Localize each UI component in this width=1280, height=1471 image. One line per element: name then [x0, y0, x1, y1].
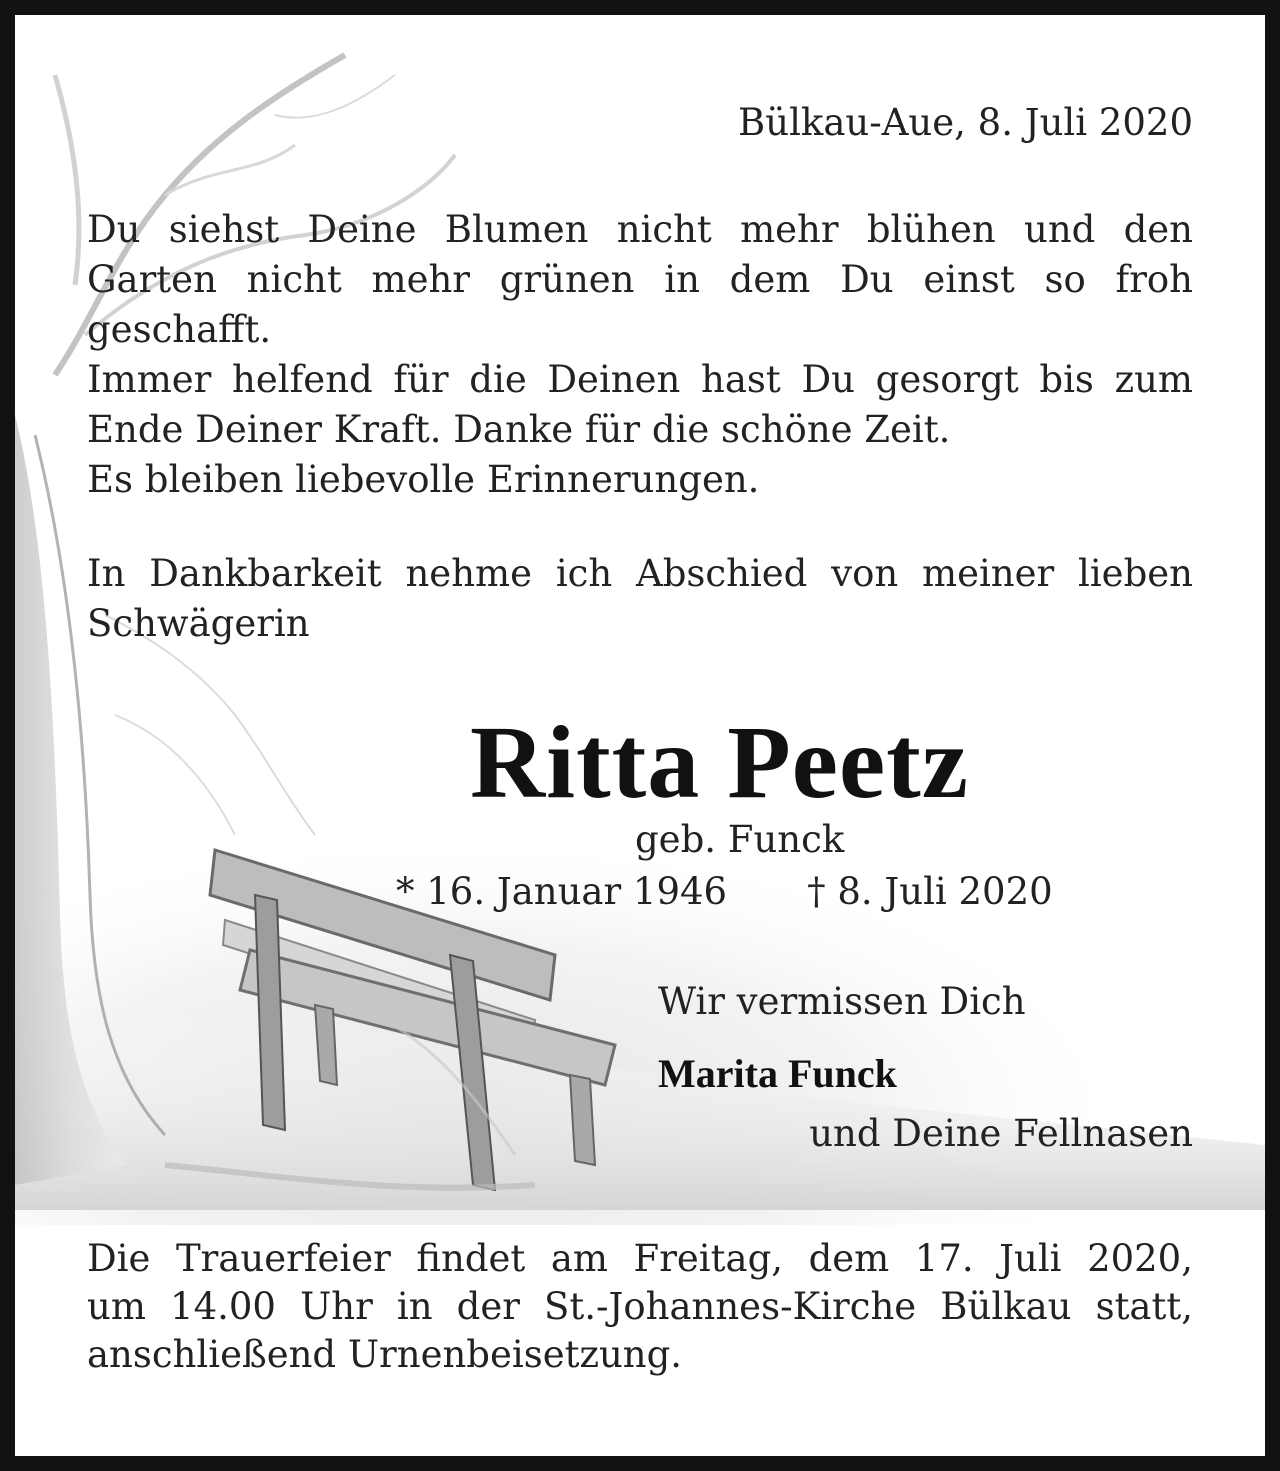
verse-line: Es bleiben liebevolle Erinnerungen.	[87, 458, 760, 501]
deceased-name: Ritta Peetz	[470, 705, 969, 820]
verse-line: Immer helfend für die Deinen hast Du gesorgt bis zum	[87, 358, 1193, 401]
ceremony-line: Die Trauerfeier findet am Freitag, dem 17. Juli 2020,	[87, 1237, 1193, 1280]
place-date: Bülkau-Aue, 8. Juli 2020	[738, 101, 1193, 144]
verse-line: Ende Deiner Kraft. Danke für die schöne Zeit.	[87, 408, 951, 451]
verse-line: Garten nicht mehr grünen in dem Du einst so froh	[87, 258, 1193, 301]
ceremony-line: anschließend Urnenbeisetzung.	[87, 1333, 683, 1376]
intro-line: Schwägerin	[87, 602, 310, 645]
birth-date: * 16. Januar 1946	[396, 870, 728, 913]
miss-you-text: Wir vermissen Dich	[658, 980, 1026, 1023]
signer-name: Marita Funck	[658, 1051, 897, 1096]
farewell-intro	[87, 549, 1193, 649]
ceremony-info	[87, 1235, 1193, 1379]
maiden-name: geb. Funck	[635, 818, 845, 861]
ceremony-line: um 14.00 Uhr in der St.-Johannes-Kirche Bülkau statt,	[87, 1285, 1193, 1328]
death-date: † 8. Juli 2020	[807, 870, 1053, 913]
intro-line: In Dankbarkeit nehme ich Abschied von meiner lieben	[87, 552, 1193, 595]
verse	[87, 205, 1193, 505]
life-dates	[396, 867, 1053, 917]
verse-line: Du siehst Deine Blumen nicht mehr blühen und den	[87, 208, 1193, 251]
verse-line: geschafft.	[87, 308, 272, 351]
pets-line: und Deine Fellnasen	[809, 1112, 1193, 1155]
